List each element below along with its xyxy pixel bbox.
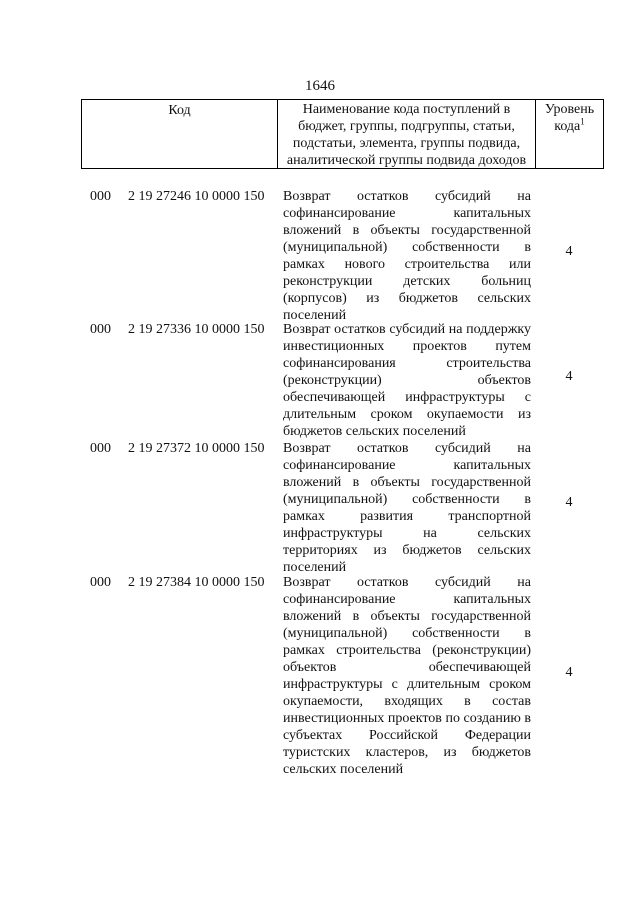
page-number: 1646 [305, 78, 335, 94]
code-level: 4 [565, 665, 573, 680]
revenue-description: Возврат остатков субсидий на софинансирование капитальных вложений в объекты государственной (муниципальной) собственности в рамках развития транспортной инфраструктуры на сельских территориях из бюджетов сельских поселений [283, 441, 531, 575]
admin-code: 000 [90, 189, 111, 204]
code-level: 4 [565, 244, 573, 259]
admin-code: 000 [90, 322, 111, 337]
revenue-description: Возврат остатков субсидий на софинансирование капитальных вложений в объекты государственной (муниципальной) собственности в рамках нового строительства или реконструкции детских больниц (корпусов) из бюджетов сельских поселений [283, 189, 531, 323]
revenue-code: 2 19 27384 10 0000 150 [128, 575, 265, 590]
revenue-code: 2 19 27246 10 0000 150 [128, 189, 265, 204]
table-header [81, 99, 604, 169]
code-level: 4 [565, 495, 573, 510]
header-level-label: Уровень кода [544, 102, 595, 134]
revenue-code: 2 19 27336 10 0000 150 [128, 322, 265, 337]
revenue-code: 2 19 27372 10 0000 150 [128, 441, 265, 456]
revenue-description: Возврат остатков субсидий на поддержку инвестиционных проектов путем софинансирования строительства (реконструкции) объектов обеспечивающей инфраструктуры с длительным сроком окупаемости из бюджетов сельских поселений [283, 322, 531, 439]
admin-code: 000 [90, 441, 111, 456]
header-code: Код [82, 100, 278, 168]
header-name: Наименование кода поступлений в бюджет, группы, подгруппы, статьи, подстатьи, элемента, группы подвида, аналитической группы подвида доходов [278, 100, 536, 168]
header-level [536, 100, 603, 168]
admin-code: 000 [90, 575, 111, 590]
revenue-description: Возврат остатков субсидий на софинансирование капитальных вложений в объекты государственной (муниципальной) собственности в рамках строительства (реконструкции) объектов обеспечивающей инфраструктуры с длительным сроком окупаемости, входящих в состав инвестиционных проектов по созданию в субъектах Российской Федерации туристских кластеров, из бюджетов сельских поселений [283, 575, 531, 777]
code-level: 4 [565, 369, 573, 384]
footnote-marker: 1 [580, 116, 585, 127]
